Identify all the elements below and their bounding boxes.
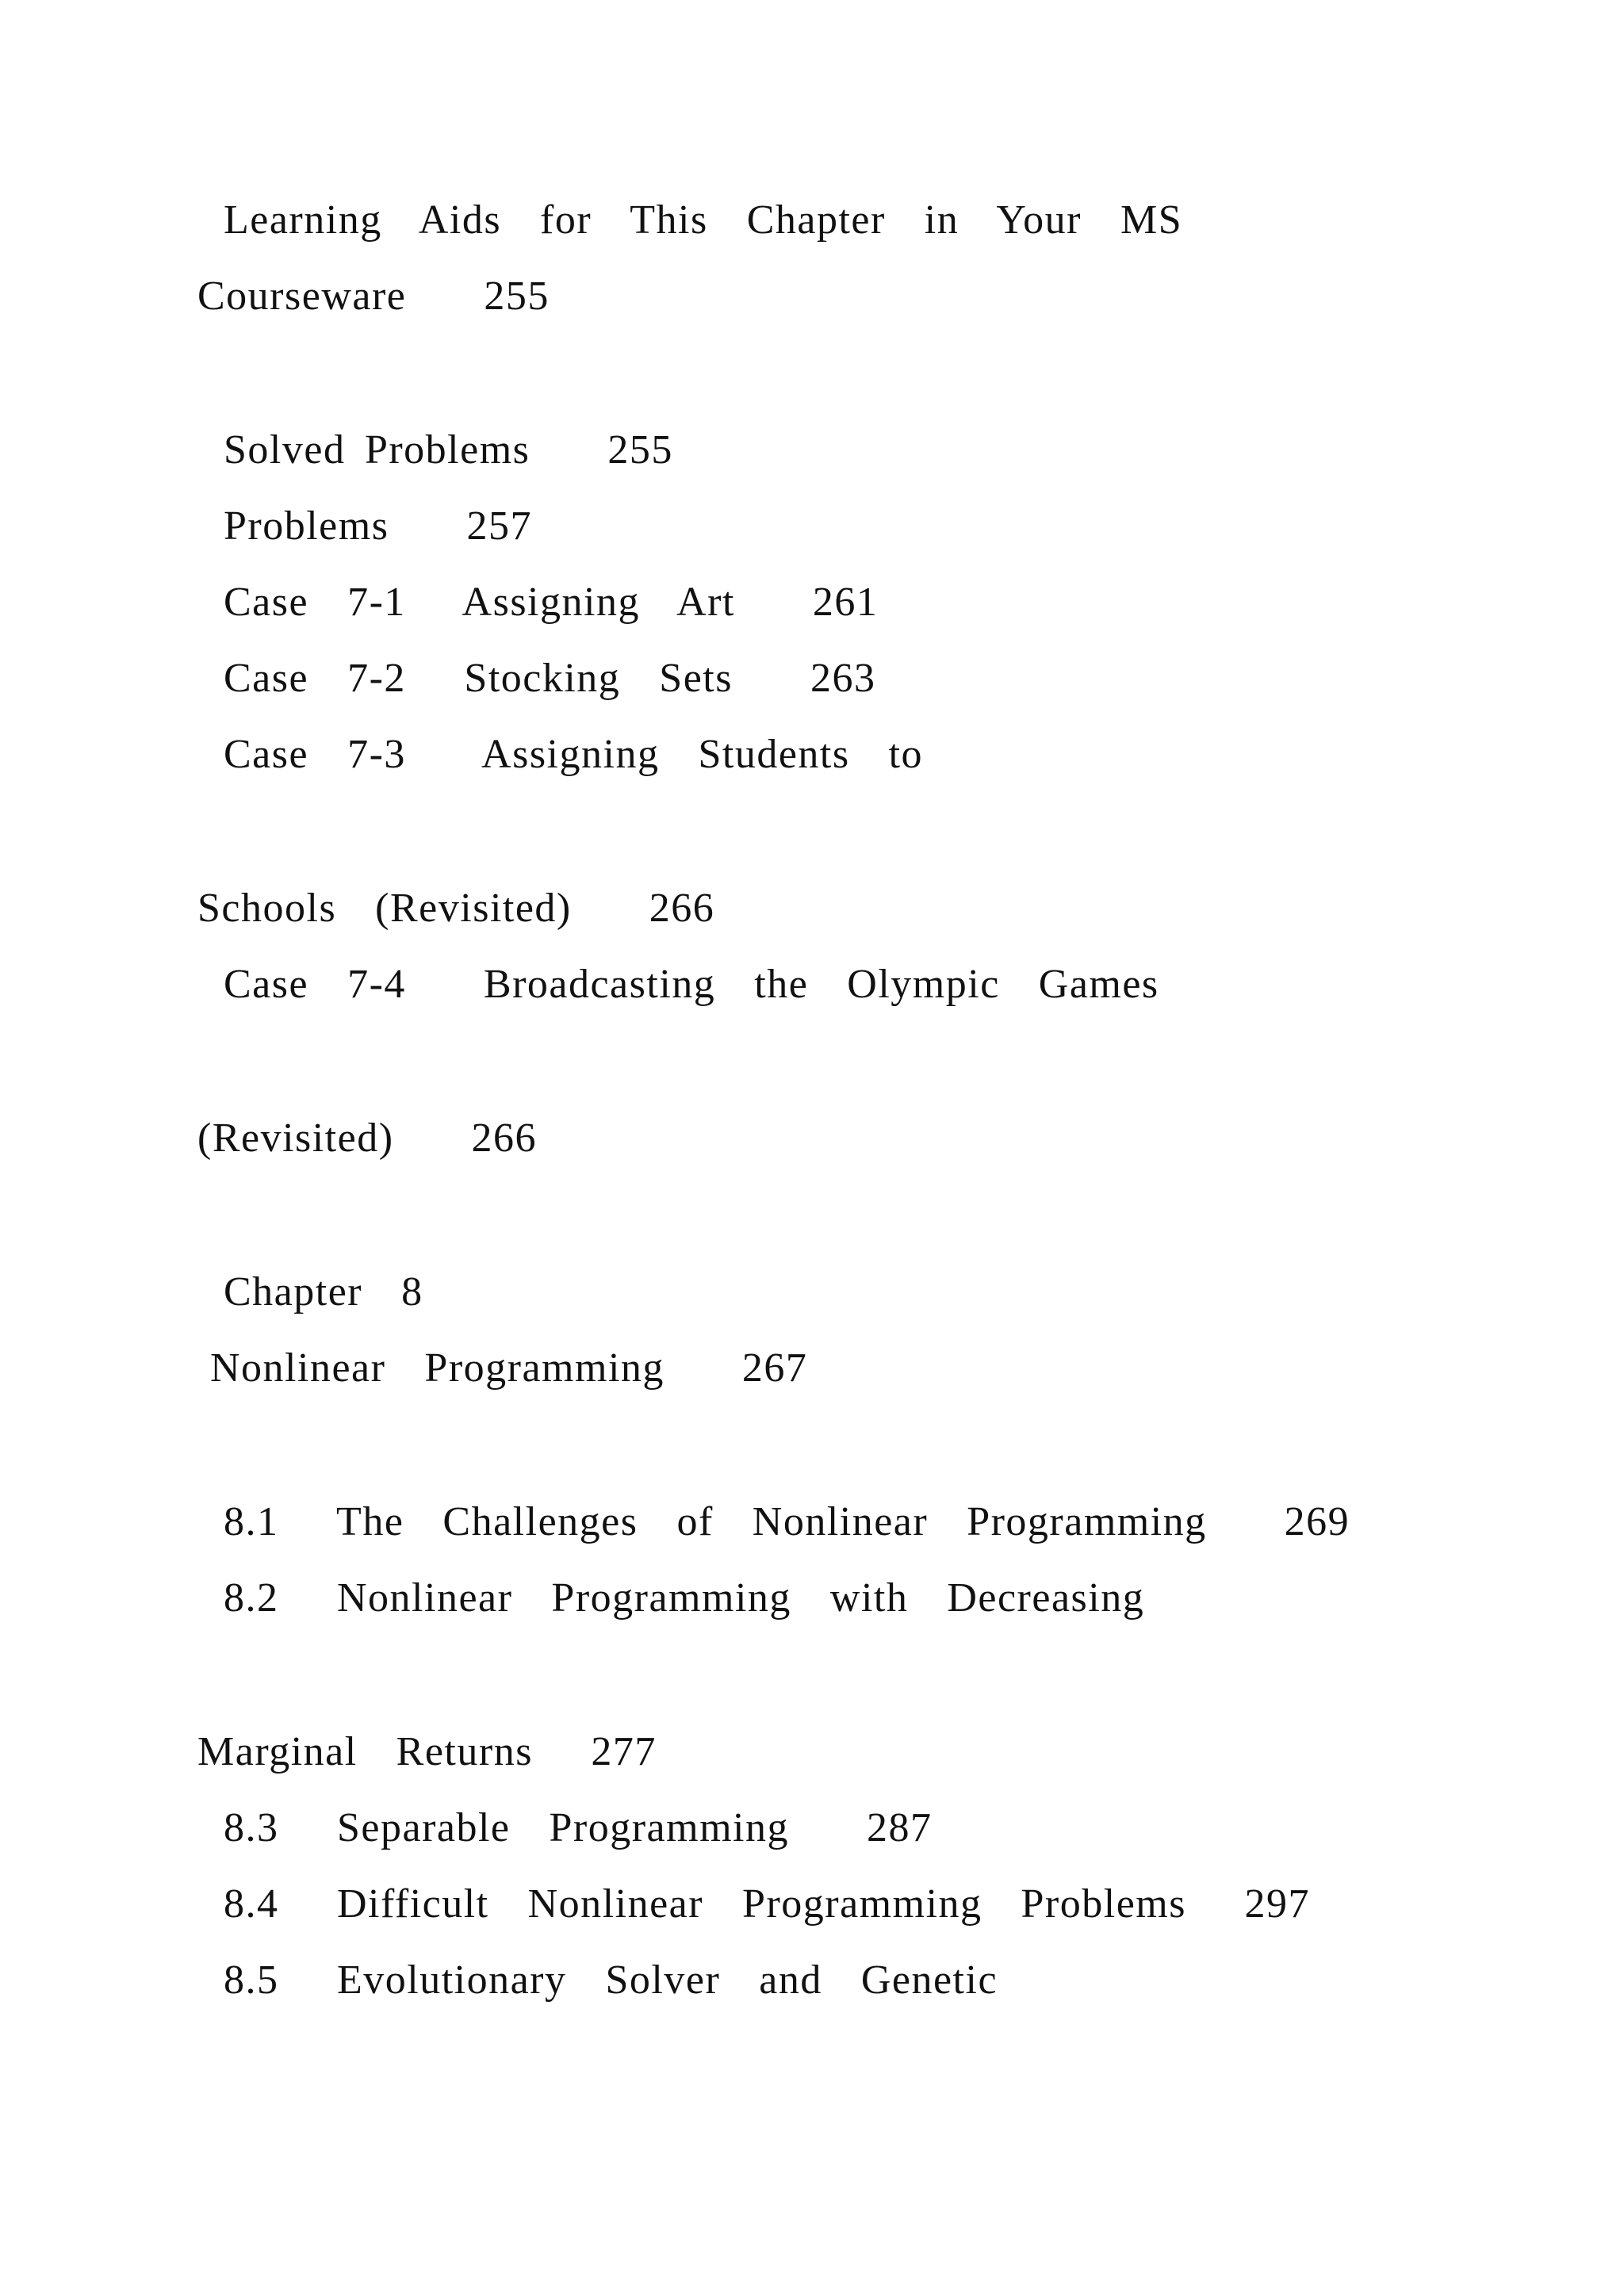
toc-line-solved-problems: Solved Problems 255 (224, 427, 673, 473)
toc-line-learning-aids: Learning Aids for This Chapter in Your MS (224, 197, 1183, 243)
toc-line-chapter-8: Chapter 8 (224, 1269, 423, 1314)
toc-line-8-5: 8.5 Evolutionary Solver and Genetic (224, 1957, 998, 2003)
toc-line-case-7-4: Case 7-4 Broadcasting the Olympic Games (224, 962, 1159, 1007)
toc-line-8-3: 8.3 Separable Programming 287 (224, 1805, 933, 1850)
toc-line-case-7-2: Case 7-2 Stocking Sets 263 (224, 656, 876, 701)
toc-line-nonlinear-programming: Nonlinear Programming 267 (210, 1345, 808, 1391)
toc-line-courseware: Courseware 255 (197, 274, 550, 319)
toc-line-schools-revisited: Schools (Revisited) 266 (197, 886, 715, 931)
toc-line-8-1: 8.1 The Challenges of Nonlinear Programming 269 (224, 1499, 1350, 1544)
toc-line-case-7-3: Case 7-3 Assigning Students to (224, 732, 924, 777)
toc-line-8-2: 8.2 Nonlinear Programming with Decreasing (224, 1575, 1145, 1621)
toc-line-marginal-returns: Marginal Returns 277 (197, 1729, 657, 1774)
toc-line-olympic-revisited: (Revisited) 266 (197, 1115, 538, 1161)
toc-line-problems: Problems 257 (224, 503, 532, 549)
toc-line-8-4: 8.4 Difficult Nonlinear Programming Problems 297 (224, 1881, 1310, 1927)
toc-line-case-7-1: Case 7-1 Assigning Art 261 (224, 580, 879, 625)
